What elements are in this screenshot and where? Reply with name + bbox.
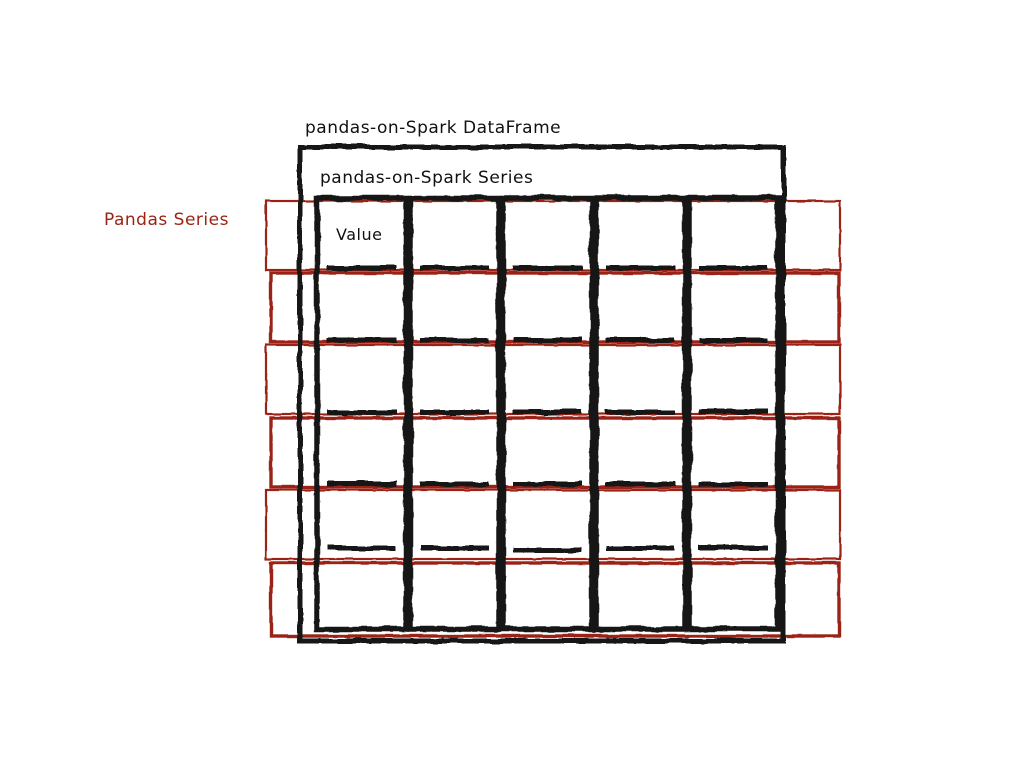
- pandas-series-row: [266, 345, 840, 414]
- dataframe-title: pandas-on-Spark DataFrame: [305, 118, 562, 138]
- cell-dividers: [327, 268, 768, 550]
- pandas-series-row: [271, 563, 839, 636]
- pandas-series-label: Pandas Series: [104, 210, 229, 230]
- pandas-series-row: [271, 273, 839, 342]
- spark-series-title: pandas-on-Spark Series: [320, 168, 534, 188]
- pandas-series-row: [271, 418, 839, 487]
- dataframe-outline: [300, 147, 783, 641]
- value-cell-label: Value: [336, 225, 383, 244]
